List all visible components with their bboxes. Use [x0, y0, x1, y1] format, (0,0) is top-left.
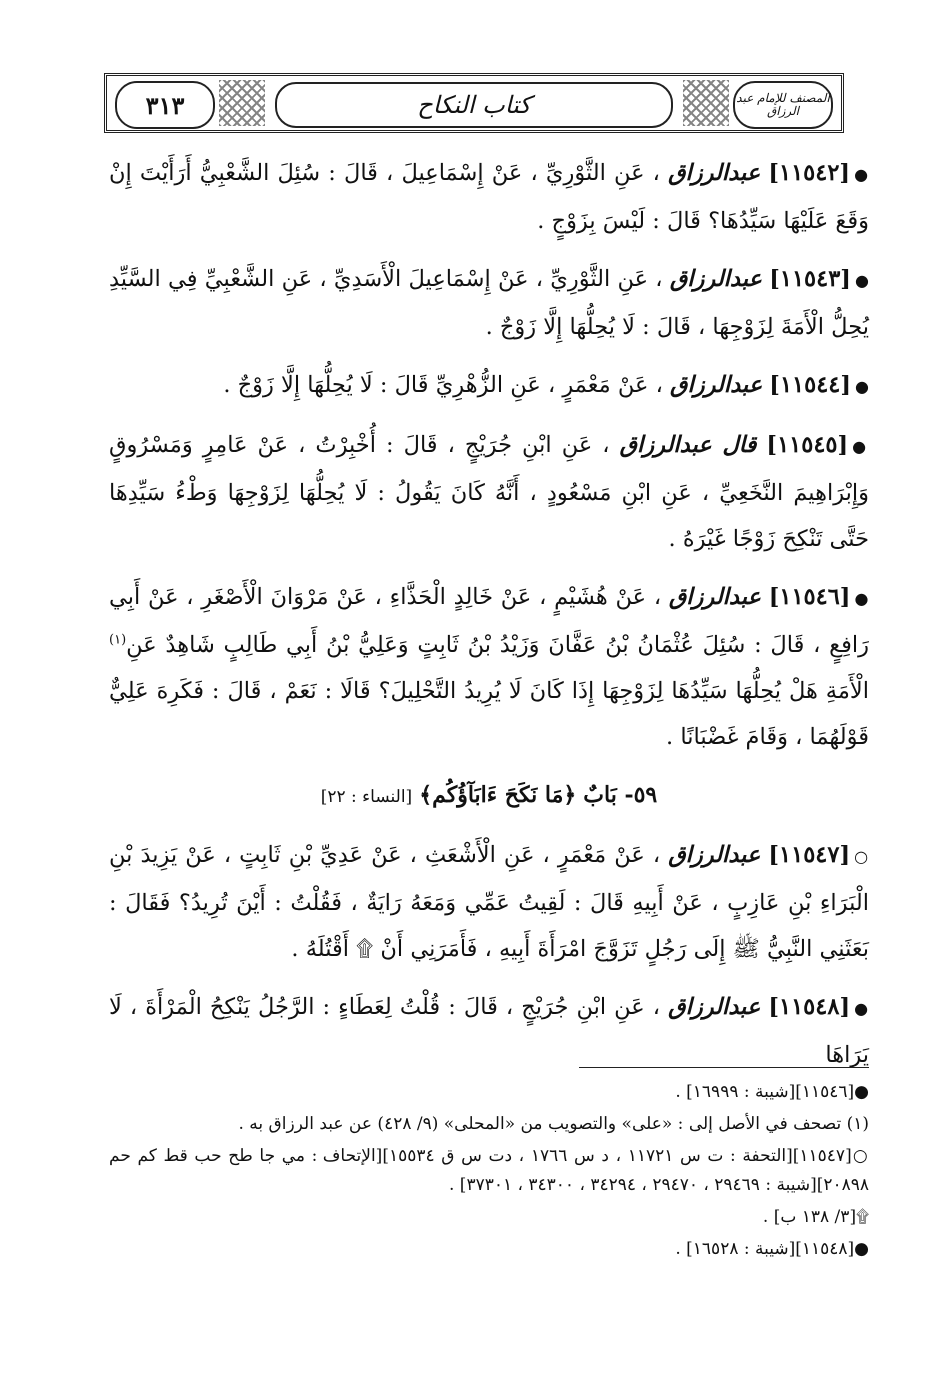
- page-title-text: كتاب النكاح: [417, 91, 531, 119]
- entry-text: ، عَنِ الثَّوْرِيِّ ، عَنْ إِسْمَاعِيلَ الْأَسَدِيِّ ، عَنِ الشَّعْبِيِّ فِي السَّيِّدِ يُحِلُّ الْأَمَةَ لِزَوْجِهَا ، قَالَ : لَا يُحِلُّهَا إِلَّا زَوْجٌ .: [109, 266, 869, 340]
- footnote-item: ۩[٣/ ١٣٨ ب] .: [762, 1207, 869, 1227]
- main-text: [109, 150, 869, 1090]
- entry-author: عبدالرزاق: [670, 372, 763, 398]
- footnote-divider: [579, 1067, 869, 1068]
- entry-number: [١١٥٤٦]: [768, 584, 851, 610]
- page-number: [115, 81, 215, 129]
- hadith-entry-11545: [109, 422, 869, 562]
- entry-marker: ●: [854, 165, 870, 184]
- entry-marker: ●: [852, 437, 869, 456]
- hadith-entry-11548: [109, 984, 869, 1078]
- chapter-heading: [109, 772, 869, 820]
- entry-author: عبدالرزاق: [668, 160, 761, 186]
- entry-text-continued: الْأَمَةِ هَلْ يُحِلُّهَا سَيِّدُهَا لِزَوْجِهَا إِذَا كَانَ لَا يُرِيدُ التَّحْلِيلَ؟ قَالَا : نَعَمْ ، قَالَ : فَكَرِهَ عَلِيٌّ قَوْلَهُمَا ، وَقَامَ غَضْبَانًا .: [109, 678, 869, 750]
- chapter-verse-reference: [النساء : ٢٢]: [320, 787, 413, 807]
- hadith-entry-11546: [109, 574, 869, 760]
- footnote-reference: (١): [109, 632, 127, 648]
- entry-text: ، عَنْ مَعْمَرٍ ، عَنِ الزُّهْرِيِّ قَالَ : لَا يُحِلُّهَا إِلَّا زَوْجٌ .: [223, 372, 663, 398]
- entry-author: عبدالرزاق: [668, 584, 761, 610]
- hadith-entry-11543: [109, 256, 869, 350]
- entry-author: قال عبدالرزاق: [619, 432, 757, 458]
- entry-number: [١١٥٤٣]: [769, 266, 851, 292]
- entry-marker: ●: [854, 589, 869, 608]
- footnote-item: ○[١١٥٤٧][التحفة : ت س ١١٧٢١ ، د س ١٧٦٦ ، دت س ق ١٥٥٣٤][الإتحاف : مي جا طح حب قط كم حم ٢٠٨٩٨][شيبة : ٢٩٤٦٩ ، ٢٩٤٧٠ ، ٣٤٢٩٤ ، ٣٤٣٠٠ ، ٣٧٣٠١] .: [109, 1146, 869, 1195]
- ornament-pattern-right: [683, 80, 729, 126]
- entry-marker: ○: [854, 847, 870, 866]
- page-header: [104, 73, 844, 133]
- seal-text: المصنف للإمام عبد الرزاق: [736, 90, 830, 118]
- footnote-item: ●[١١٥٤٨][شيبة : ١٦٥٢٨] .: [675, 1239, 869, 1259]
- chapter-label: ٥٩- بَابٌ: [583, 782, 658, 808]
- entry-author: عبدالرزاق: [668, 994, 761, 1020]
- entry-text: ، عَنْ مَعْمَرٍ ، عَنِ الْأَشْعَثِ ، عَنْ عَدِيِّ بْنِ ثَابِتٍ ، عَنْ يَزِيدَ بْنِ الْبَرَاءِ بْنِ عَازِبٍ ، عَنْ أَبِيهِ قَالَ : لَقِيتُ عَمِّي وَمَعَهُ رَايَةٌ ، فَقُلْتُ : أَيْنَ تُرِيدُ؟ فَقَالَ : بَعَثَنِي النَّبِيُّ ﷺ إِلَى رَجُلٍ تَزَوَّجَ امْرَأَةَ أَبِيهِ ، فَأَمَرَنِي أَنْ ۩ أَقْتُلَهُ .: [109, 842, 869, 962]
- entry-text: ، عَنِ ابْنِ جُرَيْجٍ ، قَالَ : قُلْتُ لِعَطَاءٍ : الرَّجُلُ يَنْكِحُ الْمَرْأَةَ ، لَا يَرَاهَا: [109, 994, 869, 1068]
- entry-text: ، عَنِ ابْنِ جُرَيْجٍ ، قَالَ : أُخْبِرْتُ ، عَنْ عَامِرٍ وَمَسْرُوقٍ وَإِبْرَاهِيمَ النَّخَعِيِّ ، عَنِ ابْنِ مَسْعُودٍ ، أَنَّهُ كَانَ يَقُولُ : لَا يُحِلُّهَا لِزَوْجِهَا وَطْءُ سَيِّدِهَا حَتَّى تَنْكِحَ زَوْجًا غَيْرَهُ .: [109, 432, 869, 552]
- footnote-item: ●[١١٥٤٦][شيبة : ١٦٩٩٩] .: [675, 1082, 869, 1102]
- hadith-entry-11544: [109, 362, 869, 410]
- hadith-entry-11542: [109, 150, 869, 244]
- entry-author: عبدالرزاق: [669, 266, 762, 292]
- entry-number: [١١٥٤٨]: [768, 994, 851, 1020]
- entry-marker: ●: [854, 999, 869, 1018]
- chapter-quran-verse: ﴿مَا نَكَحَ ءَابَآؤُكُم﴾: [419, 782, 577, 808]
- entry-marker: ●: [854, 271, 870, 290]
- book-seal-logo: [733, 81, 833, 129]
- page-title: [275, 82, 673, 128]
- footnote-item: (١) تصحف في الأصل إلى : «على» والتصويب من «المحلى» (٩/ ٤٢٨) عن عبد الرزاق به .: [238, 1114, 869, 1134]
- entry-marker: ●: [855, 377, 869, 396]
- hadith-entry-11547: [109, 832, 869, 972]
- entry-number: [١١٥٤٢]: [768, 160, 851, 186]
- ornament-pattern-left: [219, 80, 265, 126]
- entry-text: ، عَنْ هُشَيْمٍ ، عَنْ خَالِدٍ الْحَذَّاءِ ، عَنْ مَرْوَانَ الْأَصْغَرِ ، عَنْ أَبِي رَافِعٍ ، قَالَ : سُئِلَ عُثْمَانُ بْنُ عَفَّانَ وَزَيْدُ بْنُ ثَابِتٍ وَعَلِيُّ بْنُ أَبِي طَالِبٍ شَاهِدٌ عَنِ: [109, 584, 869, 658]
- page-number-text: ٣١٣: [145, 90, 185, 120]
- entry-text: ، عَنِ الثَّوْرِيِّ ، عَنْ إِسْمَاعِيلَ ، قَالَ : سُئِلَ الشَّعْبِيُّ أَرَأَيْتَ إِنْ وَقَعَ عَلَيْهَا سَيِّدُهَا؟ قَالَ : لَيْسَ بِزَوْجٍ .: [109, 160, 869, 234]
- entry-number: [١١٥٤٥]: [766, 432, 849, 458]
- entry-number: [١١٥٤٧]: [768, 842, 851, 868]
- entry-number: [١١٥٤٤]: [769, 372, 852, 398]
- footnotes: [109, 1078, 869, 1267]
- entry-author: عبدالرزاق: [668, 842, 761, 868]
